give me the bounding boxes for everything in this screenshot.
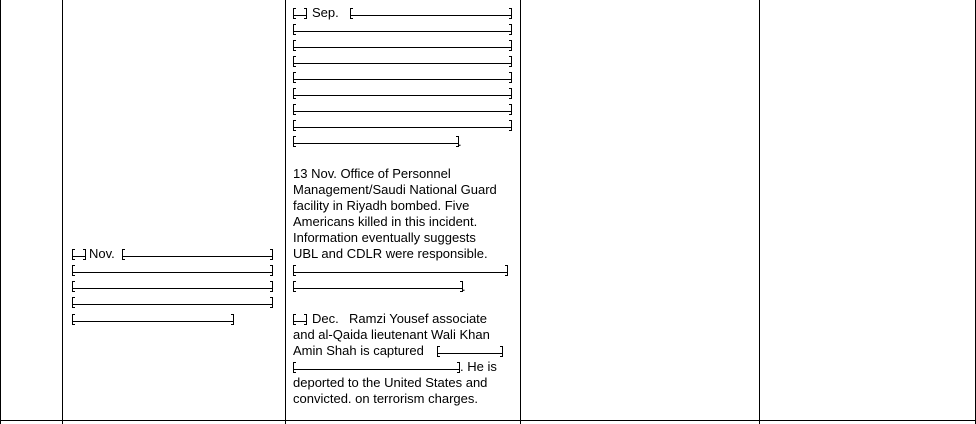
sep-period: . (458, 134, 462, 149)
redaction-block (72, 313, 234, 325)
paragraph-line: Americans killed in this incident. (293, 214, 478, 229)
redaction-block (293, 87, 512, 99)
redaction-block (293, 39, 512, 51)
dec-line: and al-Qaida lieutenant Wali Khan (293, 327, 490, 342)
redaction-block (437, 345, 503, 357)
dec-line: . He is (460, 359, 497, 374)
redaction-block (293, 103, 512, 115)
redaction-block (72, 264, 273, 276)
redaction-block (122, 248, 273, 260)
redaction-block (293, 135, 459, 147)
column-divider (520, 0, 521, 424)
dec-label: Dec. (312, 311, 339, 326)
redaction-block (293, 23, 512, 35)
dec-line: convicted. on terrorism charges. (293, 391, 478, 406)
redaction-block (293, 71, 512, 83)
redaction-block (293, 361, 460, 373)
nov-label: Nov. (89, 246, 115, 261)
redaction-block (72, 296, 273, 308)
redaction-mark (72, 248, 86, 260)
dec-line: Amin Shah is captured (293, 343, 424, 358)
redaction-mark (293, 313, 307, 325)
redaction-block (350, 7, 512, 19)
sep-label: Sep. (312, 5, 339, 20)
redaction-block (293, 119, 512, 131)
dec-line: Ramzi Yousef associate (349, 311, 488, 326)
table-border-bottom (0, 420, 976, 421)
column-divider (759, 0, 760, 424)
paragraph-line: 13 Nov. Office of Personnel (293, 166, 451, 181)
paragraph-line: UBL and CDLR were responsible. (293, 246, 488, 261)
table-border-left (0, 0, 1, 424)
column-divider (62, 0, 63, 424)
paragraph-line: Information eventually suggests (293, 230, 476, 245)
redaction-block (293, 55, 512, 67)
nov13-period: . (462, 279, 466, 294)
dec-line: deported to the United States and (293, 375, 488, 390)
nov13-paragraph (293, 166, 497, 262)
column-divider (285, 0, 286, 424)
redaction-block (72, 280, 273, 292)
redaction-mark (293, 7, 307, 19)
redaction-block (293, 264, 508, 276)
paragraph-line: facility in Riyadh bombed. Five (293, 198, 470, 213)
redaction-block (293, 280, 463, 292)
paragraph-line: Management/Saudi National Guard (293, 182, 497, 197)
